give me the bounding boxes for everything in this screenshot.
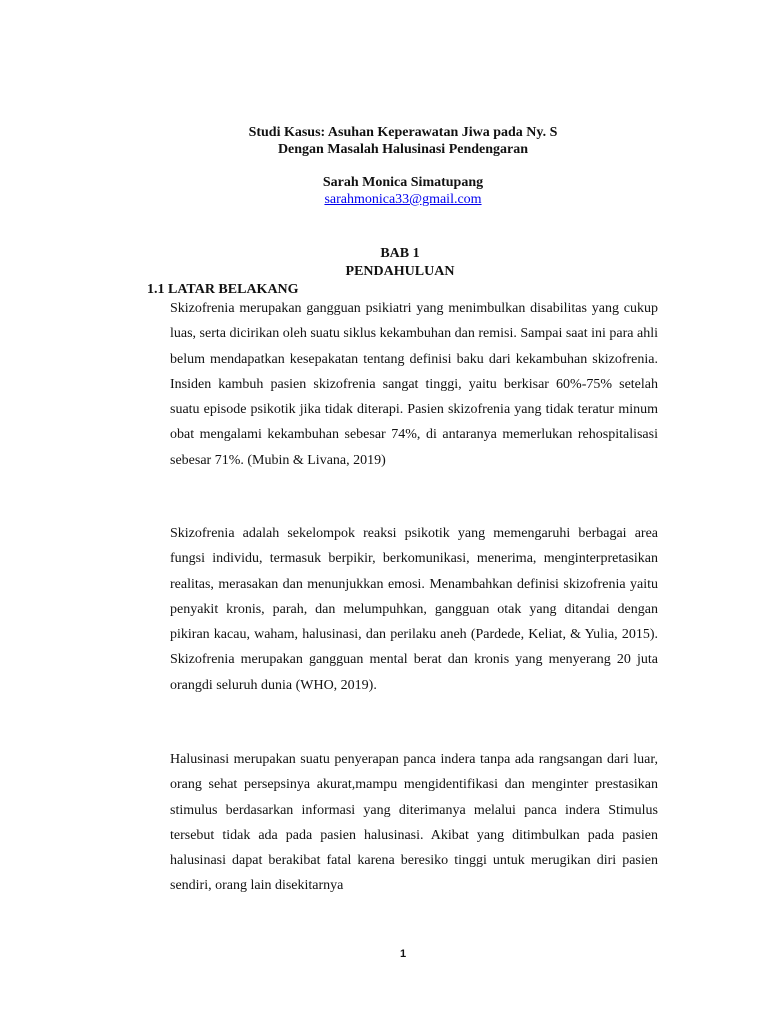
chapter-title: PENDAHULUAN (345, 264, 455, 279)
body-paragraph: Halusinasi merupakan suatu penyerapan panca indera tanpa ada rangsangan dari luar, orang sehat persepsinya akurat,mampu mengidentifikasi dan menginter prestasikan stimulus berdasarkan informasi yang diterimanya melalui panca indera Stimulus tersebut tidak ada pada pasien halusinasi. Akibat yang ditimbulkan pada pasien halusinasi dapat berakibat fatal karena beresiko tinggi untuk merugikan diri pasien sendiri, orang lain disekitarnya (170, 752, 658, 894)
page-number: 1 (399, 948, 407, 960)
author-name: Sarah Monica Simatupang (322, 175, 484, 190)
title-line-1: Studi Kasus: Asuhan Keperawatan Jiwa pada Ny. S (248, 125, 558, 140)
section-heading: 1.1 LATAR BELAKANG (147, 282, 299, 297)
title-line-2: Dengan Masalah Halusinasi Pendengaran (277, 142, 529, 157)
document-title (0, 124, 768, 158)
chapter-label: BAB 1 (380, 246, 420, 261)
author-email-link[interactable]: sarahmonica33@gmail.com (324, 192, 482, 207)
body-paragraph: Skizofrenia merupakan gangguan psikiatri yang menimbulkan disabilitas yang cukup luas, serta dicirikan oleh suatu siklus kekambuhan dan remisi. Sampai saat ini para ahli belum mendapatkan kesepakatan tentang definisi baku dari kekambuhan skizofrenia. Insiden kambuh pasien skizofrenia sangat tinggi, yaitu berkisar 60%-75% setelah suatu episode psikotik jika tidak diterapi. Pasien skizofrenia yang tidak teratur minum obat mengalami kekambuhan sebesar 74%, di antaranya memerlukan rehospitalisasi sebesar 71%. (Mubin & Livana, 2019) (170, 301, 658, 468)
author-info (0, 174, 768, 208)
body-paragraph: Skizofrenia adalah sekelompok reaksi psikotik yang memengaruhi berbagai area fungsi individu, termasuk berpikir, berkomunikasi, menerima, menginterpretasikan realitas, merasakan dan menunjukkan emosi. Menambahkan definisi skizofrenia yaitu penyakit kronis, parah, dan melumpuhkan, gangguan otak yang ditandai dengan pikiran kacau, waham, halusinasi, dan perilaku aneh (Pardede, Keliat, & Yulia, 2015). Skizofrenia merupakan gangguan mental berat dan kronis yang menyerang 20 juta orangdi seluruh dunia (WHO, 2019). (170, 526, 658, 693)
chapter-heading (0, 245, 768, 281)
